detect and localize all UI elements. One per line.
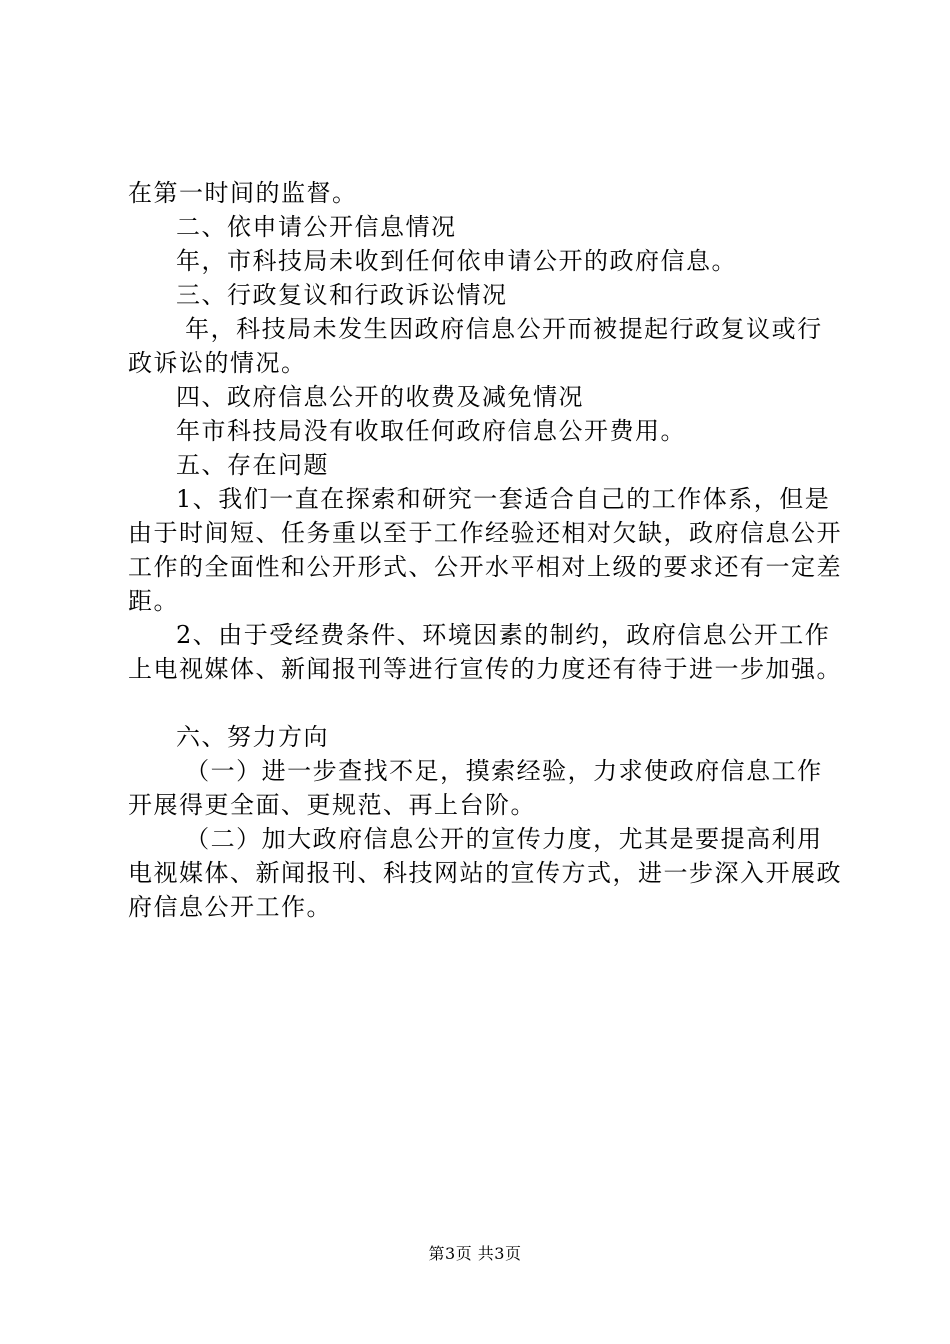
paragraph-spacer — [128, 686, 848, 720]
paragraph-problem-1: 1、我们一直在探索和研究一套适合自己的工作体系，但是由于时间短、任务重以至于工作经验还相对欠缺，政府信息公开工作的全面性和公开形式、公开水平相对上级的要求还有一定差距。 — [128, 485, 842, 615]
paragraph-problem-2: 2、由于受经费条件、环境因素的制约，政府信息公开工作上电视媒体、新闻报刊等进行宣传的力度还有待于进一步加强。 — [128, 621, 842, 683]
paragraph-continuation: 在第一时间的监督。 — [128, 179, 358, 207]
section-heading-5: 五、存在问题 — [176, 451, 329, 479]
paragraph-application-disclosure: 年，市科技局未收到任何依申请公开的政府信息。 — [176, 247, 737, 275]
section-heading-6: 六、努力方向 — [176, 723, 329, 751]
paragraph-direction-1: （一）进一步查找不足，摸索经验，力求使政府信息工作开展得更全面、更规范、再上台阶。 — [128, 757, 823, 819]
paragraph-fees: 年市科技局没有收取任何政府信息公开费用。 — [176, 417, 686, 445]
page-number-footer: 第3页 共3页 — [428, 1244, 522, 1263]
paragraph-administrative-review: 年，科技局未发生因政府信息公开而被提起行政复议或行政诉讼的情况。 — [128, 315, 823, 377]
section-heading-4: 四、政府信息公开的收费及减免情况 — [176, 383, 584, 411]
document-body — [128, 176, 848, 924]
section-heading-3: 三、行政复议和行政诉讼情况 — [176, 281, 508, 309]
paragraph-direction-2: （二）加大政府信息公开的宣传力度，尤其是要提高利用电视媒体、新闻报刊、科技网站的宣传方式，进一步深入开展政府信息公开工作。 — [128, 825, 842, 921]
section-heading-2: 二、依申请公开信息情况 — [176, 213, 457, 241]
